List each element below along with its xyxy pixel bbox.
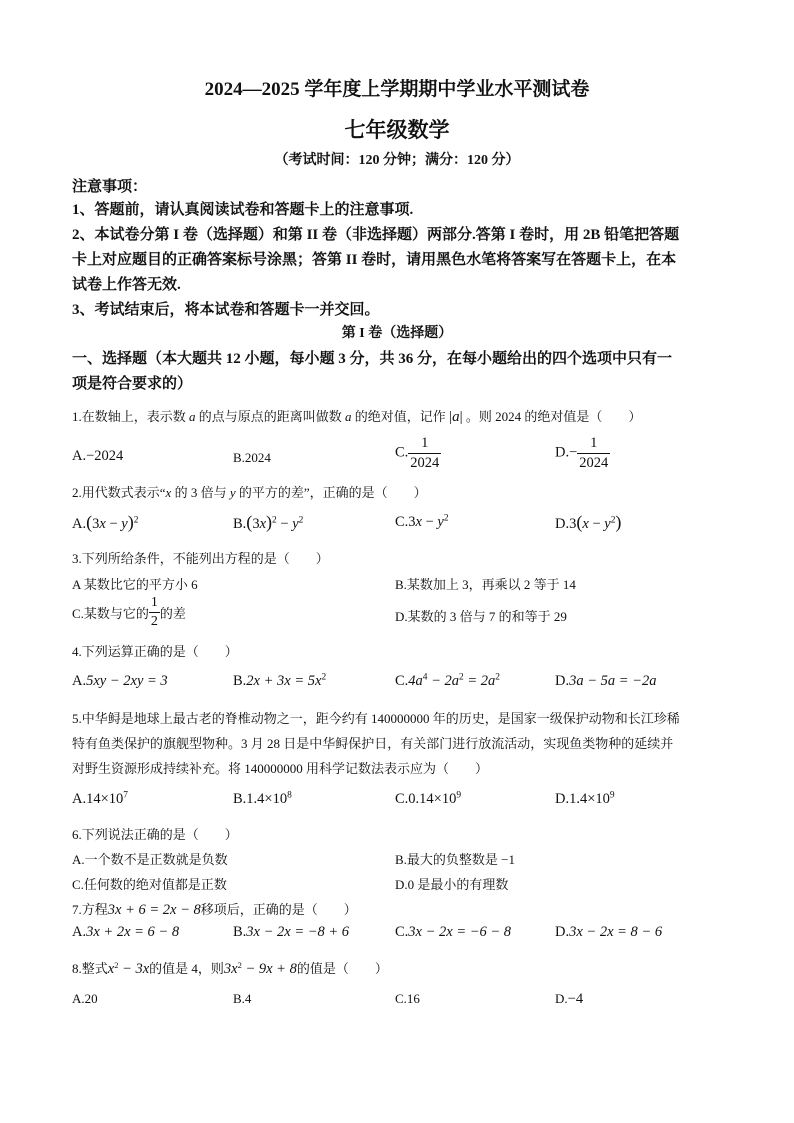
section-title: 第 I 卷（选择题） — [341, 326, 453, 341]
question-8-stem: 8.整式$x^2 - 3x$的值是 4，则$3x^2 - 9x + 8$的值是（ ） — [72, 959, 388, 977]
q3-option-b: B.某数加上 3，再乘以 2 等于 14 — [395, 577, 576, 592]
q8-option-b: B.4 — [233, 991, 252, 1006]
question-5-line-3: 对野生资源形成持续补充。将 140000000 用科学记数法表示应为（ ） — [72, 761, 489, 776]
q1-option-c: C. $\frac{1}{2024}$ — [395, 435, 440, 471]
q2-option-c: $C.3x - y^2$ — [395, 513, 449, 530]
q2-option-b: $B.(3x)^2 - y^2$ — [233, 512, 304, 532]
q4-option-b: $B.2x + 3x = 5x^2$ — [233, 672, 327, 689]
section-heading-line-2: 项是符合要求的） — [72, 376, 193, 392]
note-item-2-line-3: 试卷上作答无效. — [72, 277, 181, 293]
question-6-stem: 6.下列说法正确的是（ ） — [72, 827, 238, 842]
q5-option-a: $A.14\times 10^7$ — [72, 790, 128, 807]
q8-option-c: C.16 — [395, 991, 420, 1006]
exam-info: （考试时间：120 分钟；满分：120 分） — [274, 153, 520, 168]
q3-option-d: D.某数的 3 倍与 7 的和等于 29 — [395, 609, 567, 624]
question-3-stem: 3.下列所给条件，不能列出方程的是（ ） — [72, 551, 329, 566]
q1-option-a: A.−2024 — [72, 448, 124, 464]
q1-option-d: D.− $\frac{1}{2024}$ — [555, 435, 609, 471]
q6-option-a: A.一个数不是正数就是负数 — [72, 852, 228, 867]
note-item-2-line-2: 卡上对应题目的正确答案标号涂黑；答第 II 卷时，请用黑色水笔将答案写在答题卡上，在本 — [72, 252, 677, 268]
question-1-stem: 1.在数轴上，表示数 a 的点与原点的距离叫做数 a 的绝对值，记作 |a| 。则 2024 的绝对值是（ ） — [72, 409, 642, 425]
q8-option-d: D.−4 — [555, 991, 584, 1007]
q6-option-c: C.任何数的绝对值都是正数 — [72, 877, 227, 892]
q5-option-c: $C.0.14\times 10^9$ — [395, 790, 462, 807]
note-item-1: 1、答题前，请认真阅读试卷和答题卡上的注意事项. — [72, 202, 414, 218]
q3-option-c: C.某数与它的 $\frac{1}{2}$ 的差 — [72, 595, 186, 629]
q6-option-d: D.0 是最小的有理数 — [395, 877, 509, 892]
note-item-3: 3、考试结束后，将本试卷和答题卡一并交回。 — [72, 302, 380, 318]
q6-option-b: B.最大的负整数是 −1 — [395, 852, 516, 867]
question-2-stem: 2.用代数式表示“x 的 3 倍与 y 的平方的差”，正确的是（ ） — [72, 485, 427, 500]
notes-heading: 注意事项： — [72, 179, 148, 195]
question-4-stem: 4.下列运算正确的是（ ） — [72, 644, 238, 659]
question-7-stem: 7.方程3x + 6 = 2x − 8移项后，正确的是（ ） — [72, 902, 357, 918]
q7-option-b: B.3x − 2x = −8 + 6 — [233, 924, 350, 940]
q5-option-d: $D.1.4\times 10^9$ — [555, 790, 615, 807]
q7-option-c: C.3x − 2x = −6 − 8 — [395, 924, 512, 940]
question-5-line-1: 5.中华鲟是地球上最古老的脊椎动物之一，距今约有 140000000 年的历史，是国家一级保护动物和长江珍稀 — [72, 711, 680, 726]
section-heading-line-1: 一、选择题（本大题共 12 小题，每小题 3 分，共 36 分，在每小题给出的四个选项中只有一 — [72, 351, 673, 367]
q4-option-d: D.3a − 5a = −2a — [555, 673, 657, 689]
q5-option-b: $B.1.4\times 10^8$ — [233, 790, 292, 807]
q4-option-c: $C.4a^4 - 2a^2 = 2a^2$ — [395, 672, 500, 689]
q2-option-a: $A.(3x - y)^2$ — [72, 512, 139, 532]
q1-option-b: B.2024 — [233, 450, 271, 465]
q8-option-a: A.20 — [72, 991, 98, 1006]
exam-title: 2024—2025 学年度上学期期中学业水平测试卷 — [204, 79, 590, 100]
q2-option-d: $D.3(x - y^2)$ — [555, 512, 622, 532]
note-item-2-line-1: 2、本试卷分第 I 卷（选择题）和第 II 卷（非选择题）两部分.答第 I 卷时，用 2B 铅笔把答题 — [72, 227, 680, 243]
exam-subject: 七年级数学 — [344, 118, 450, 142]
q4-option-a: A.5xy − 2xy = 3 — [72, 673, 168, 689]
question-5-line-2: 特有鱼类保护的旗舰型物种。3 月 28 日是中华鲟保护日，有关部门进行放流活动，实现鱼类物种的延续并 — [72, 736, 674, 751]
q7-option-a: A.3x + 2x = 6 − 8 — [72, 924, 180, 940]
q3-option-a: A 某数比它的平方小 6 — [72, 577, 198, 592]
q7-option-d: D.3x − 2x = 8 − 6 — [555, 924, 663, 940]
